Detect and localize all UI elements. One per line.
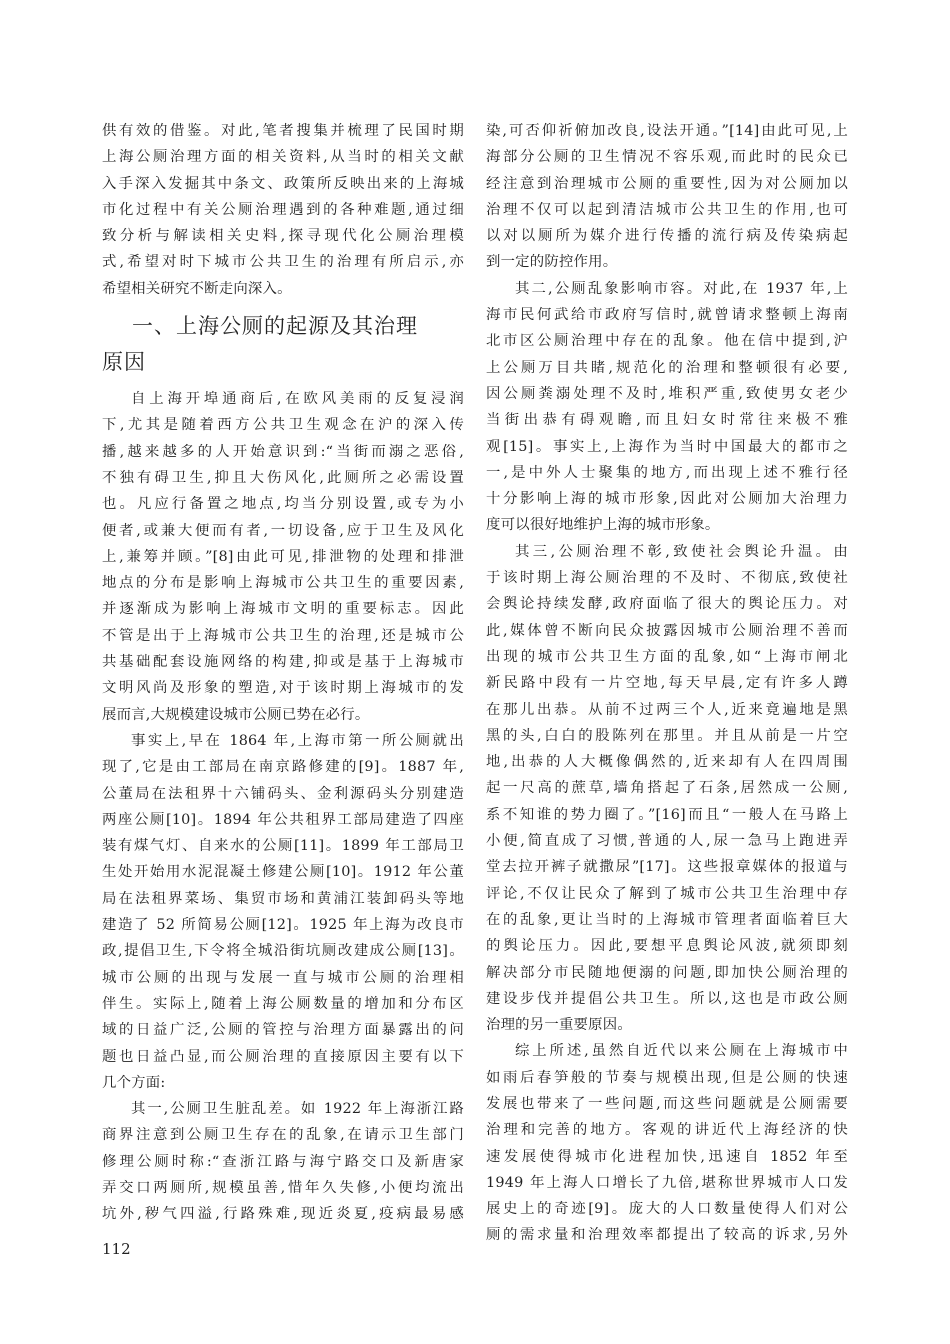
text-line: 并逐渐成为影响上海城市文明的重要标志。因此 [102,601,464,618]
text-line: 上,兼筹并顾。”[8]由此可见,排泄物的处理和排泄 [102,548,464,565]
text-line: 城市公厕的出现与发展一直与城市公厕的治理相 [102,969,464,986]
text-line: 上海公厕治理方面的相关资料,从当时的相关文献 [102,149,464,166]
text-line: 商界注意到公厕卫生存在的乱象,在请示卫生部门 [102,1127,464,1144]
text-line: 域的日益广泛,公厕的管控与治理方面暴露出的问 [102,1022,464,1039]
text-line: 播,越来越多的人开始意识到:“当街而溺之恶俗, [102,443,464,460]
text-line: 于该时期上海公厕治理的不及时、不彻底,致使社 [486,570,848,587]
text-line: 厕的需求量和治理效率都提出了较高的诉求,另外 [486,1227,848,1244]
text-line: 装有煤气灯、自来水的公厕[11]。1899 年工部局卫 [102,838,464,855]
paragraph-reason-three [486,539,848,1039]
text-line: 也。凡应行备置之地点,均当分别设置,或专为小 [102,496,464,513]
text-line: 自上海开埠通商后,在欧风美雨的反复浸润 [131,391,464,408]
text-line: 海市民何武给市政府写信时,就曾请求整顿上海南 [486,307,848,324]
text-line: 在那儿出恭。从前不过两三个人,近来竟遍地是黑 [486,701,848,718]
text-line: 小便,简直成了习惯,普通的人,尿一急马上跑进弄 [486,833,848,850]
text-line: 地,出恭的人大概像偶然的,近来却有人在四周围 [486,754,848,771]
text-line: 现了,它是由工部局在南京路修建的[9]。1887 年, [102,759,464,776]
text-line: 地点的分布是影响上海城市公共卫生的重要因素, [102,575,464,592]
text-line: 海部分公厕的卫生情况不容乐观,而此时的民众已 [486,149,848,166]
text-line: 展而言,大规模建设城市公厕已势在必行。 [102,706,370,723]
paragraph-reason-two [486,276,848,539]
text-line: 建造了 52 所简易公厕[12]。1925 年上海为改良市 [102,917,464,934]
text-line: 系不知谁的势力圈了。”[16]而且“一般人在马路上 [486,806,848,823]
text-line: 观[15]。事实上,上海作为当时中国最大的都市之 [486,438,848,455]
text-line: 局在法租界菜场、集贸市场和黄浦江装卸码头等地 [102,890,464,907]
text-line: 上公厕万目共睹,规范化的治理和整顿很有必要, [486,359,848,376]
text-line: 建设步伐并提倡公共卫生。所以,这也是市政公厕 [486,990,848,1007]
paragraph-summary [486,1038,848,1248]
paragraph-reason-one [102,1096,464,1227]
text-line: 治理的另一重要原因。 [486,1017,632,1034]
page-number: 112 [102,1240,131,1258]
text-line: 希望相关研究不断走向深入。 [102,280,292,297]
text-line: 式,希望对时下城市公共卫生的治理有所启示,亦 [102,254,464,271]
paragraph-history [102,728,464,1096]
text-line: 题也日益凸显,而公厕治理的直接原因主要有以下 [102,1048,464,1065]
paragraph-origin [102,386,464,728]
text-line: 坑外,秽气四溢,行路殊难,现近炎夏,疫病最易感 [102,1206,464,1223]
text-line: 生处开始用水泥混凝土修建公厕[10]。1912 年公董 [102,864,464,881]
text-line: 综上所述,虽然自近代以来公厕在上海城市中 [515,1043,848,1060]
text-line: 此,媒体曾不断向民众披露因城市公厕治理不善而 [486,622,848,639]
text-line: 经注意到治理城市公厕的重要性,因为对公厕加以 [486,175,848,192]
text-line: 不独有碍卫生,抑且大伤风化,此厕所之必需设置 [102,469,464,486]
intro-paragraph [102,118,464,302]
text-line: 供有效的借鉴。对此,笔者搜集并梳理了民国时期 [102,123,464,139]
text-line: 评论,不仅让民众了解到了城市公共卫生治理中存 [486,885,848,902]
text-line: 其二,公厕乱象影响市容。对此,在 1937 年,上 [515,280,848,297]
text-line: 染,可否仰祈俯加改良,设法开通。”[14]由此可见,上 [486,123,848,139]
text-line: 展史上的奇迹[9]。庞大的人口数量使得人们对公 [486,1201,848,1218]
text-line: 文明风尚及形象的塑造,对于该时期上海城市的发 [102,680,464,697]
section-heading-line: 一、上海公厕的起源及其治理 [132,314,418,339]
paragraph-reason-one-cont [486,118,848,276]
text-line: 伴生。实际上,随着上海公厕数量的增加和分布区 [102,995,464,1012]
text-line: 治理和完善的地方。客观的讲近代上海经济的快 [486,1122,848,1139]
text-line: 入手深入发掘其中条文、政策所反映出来的上海城 [102,175,464,192]
text-line: 出现的城市公共卫生方面的乱象,如“上海市闸北 [486,648,848,665]
text-line: 市化过程中有关公厕治理遇到的各种难题,通过细 [102,201,464,218]
section-heading [102,308,464,380]
text-line: 以对以厕所为媒介进行传播的流行病及传染病起 [486,228,848,245]
text-line: 速发展使得城市化进程加快,迅速自 1852 年至 [486,1148,848,1165]
text-line: 因公厕粪溺处理不及时,堆积严重,致使男女老少 [486,385,848,402]
text-line: 新民路中段有一片空地,每天早晨,定有许多人蹲 [486,675,848,692]
text-line: 两座公厕[10]。1894 年公共租界工部局建造了四座 [102,811,464,828]
text-line: 解决部分市民随地便溺的问题,即加快公厕治理的 [486,964,848,981]
text-line: 1949 年上海人口增长了九倍,堪称世界城市人口发 [486,1174,848,1191]
text-line: 便者,或兼大便而有者,一切设备,应于卫生及风化 [102,522,464,539]
text-line: 会舆论持续发酵,政府面临了很大的舆论压力。对 [486,596,848,613]
text-line: 治理不仅可以起到清洁城市公共卫生的作用,也可 [486,201,848,218]
text-line: 度可以很好地维护上海的城市形象。 [486,517,720,534]
text-line: 弄交口两厕所,规模虽善,惜年久失修,小便均流出 [102,1179,464,1196]
left-column [102,118,464,1228]
text-line: 发展也带来了一些问题,而这些问题就是公厕需要 [486,1095,848,1112]
text-line: 一,是中外人士聚集的地方,而出现上述不雅行径 [486,464,848,481]
text-line: 下,尤其是随着西方公共卫生观念在沪的深入传 [102,417,464,434]
right-column [486,118,848,1249]
text-line: 共基础配套设施网络的构建,抑或是基于上海城市 [102,654,464,671]
text-line: 堂去拉开裤子就撒尿”[17]。这些报章媒体的报道与 [486,859,848,876]
text-line: 北市区公厕治理中存在的乱象。他在信中提到,沪 [486,333,848,350]
text-line: 起一尺高的蔗草,墙角搭起了石条,居然成一公厕, [486,780,848,797]
text-line: 公董局在法租界十六铺码头、金利源码头分别建造 [102,785,464,802]
text-line: 到一定的防控作用。 [486,254,618,271]
text-line: 政,提倡卫生,下令将全城沿街坑厕改建成公厕[13]。 [102,943,464,960]
text-line: 不管是出于上海城市公共卫生的治理,还是城市公 [102,627,464,644]
text-line: 事实上,早在 1864 年,上海市第一所公厕就出 [131,732,464,749]
text-line: 几个方面: [102,1074,166,1091]
text-line: 致分析与解读相关史料,探寻现代化公厕治理模 [102,228,464,245]
text-line: 其三,公厕治理不彰,致使社会舆论升温。由 [515,543,848,560]
text-line: 修理公厕时称:“查浙江路与海宁路交口及新唐家 [102,1153,464,1170]
text-line: 在的乱象,更让当时的上海城市管理者面临着巨大 [486,911,848,928]
text-line: 的舆论压力。因此,要想平息舆论风波,就须即刻 [486,938,848,955]
text-line: 当街出恭有碍观瞻,而且妇女时常往来极不雅 [486,412,848,429]
text-line: 十分影响上海的城市形象,因此对公厕加大治理力 [486,491,848,508]
text-line: 黑的头,白白的股陈列在那里。并且从前是一片空 [486,727,848,744]
section-heading-line: 原因 [102,350,146,375]
text-line: 如雨后春笋般的节奏与规模出现,但是公厕的快速 [486,1069,848,1086]
text-line: 其一,公厕卫生脏乱差。如 1922 年上海浙江路 [131,1101,464,1118]
